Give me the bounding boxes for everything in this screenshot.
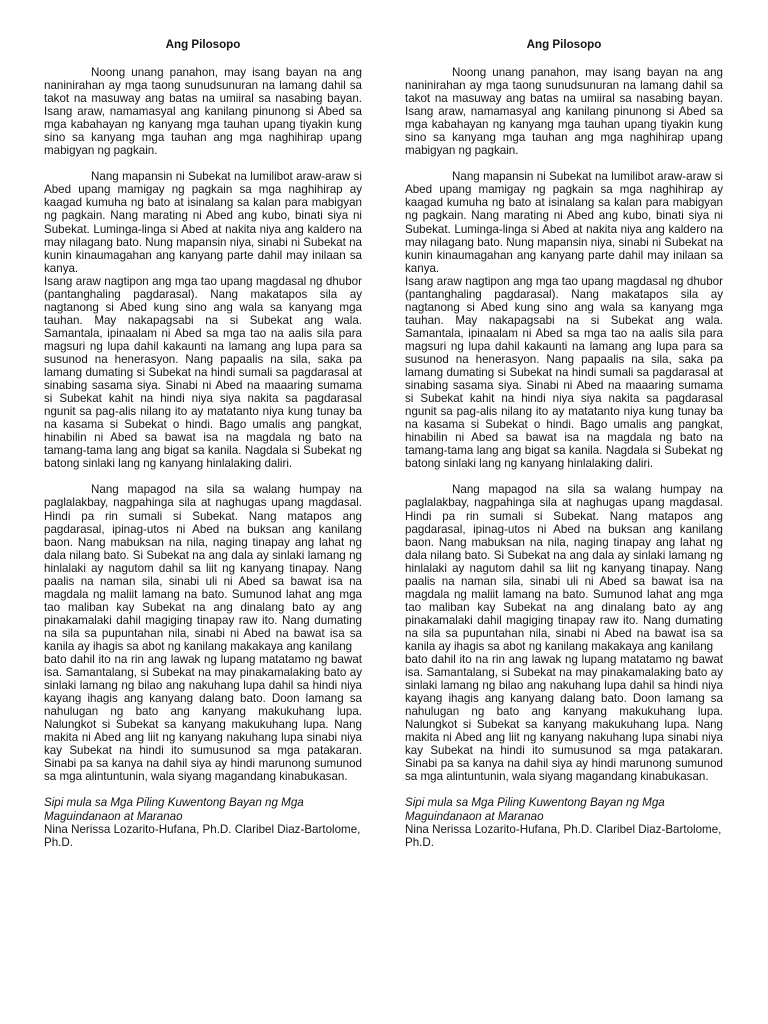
story-title: Ang Pilosopo <box>165 38 241 51</box>
story-paragraph-2: Nang mapansin ni Subekat na lumilibot araw-araw si Abed upang mamigay ng pagkain sa mga naghihirap ay kaagad kumuha ng bato at isinalang sa kalan para mabigyan ng pagkain. Nang marating ni Abed ang kubo, binati siya ni Subekat. Luminga-linga si Abed at nakita niya ang kaldero na may nilagang bato. Nung mapansin niya, sinabi ni Subekat na kunin kinaumagahan ang kanyang parte dahil may inilaan sa kanya. <box>405 170 723 275</box>
source-citation: Sipi mula sa Mga Piling Kuwentong Bayan ng Mga Maguindanaon at Maranao <box>405 796 665 823</box>
story-paragraph-1: Noong unang panahon, may isang bayan na ang naninirahan ay mga taong sunudsunuran na lamang dahil sa takot na masuway ang batas na umiiral sa nasabing bayan. Isang araw, namamasyal ang kanilang pinunong si Abed sa mga kabahayan ng kanyang mga tauhan upang tiyakin kung sino sa kanyang mga tauhan ang mga naghihirap upang mabigyan ng pagkain. <box>44 66 362 158</box>
story-paragraph-4: Nang mapagod na sila sa walang humpay na paglalakbay, nagpahinga sila at naghugas upang magdasal. Hindi pa rin sumali si Subekat. Nang matapos ang pagdarasal, ipinag-utos ni Abed na buksan ang kanilang baon. Nang mabuksan na nila, naging tinapay ang lahat ng dala nilang bato. Si Subekat na ang dala ay sinlaki lamang ng hinlalaki ay nagutom dahil sa liit ng kanyang tinapay. Nang paalis na naman sila, sinabi uli ni Abed sa bawat isa na magdala ng maliit lamang na bato. Sumunod lahat ang mga tao maliban kay Subekat na ang dinalang bato ay ang pinakamalaki dahil magiging tinapay raw ito. Nang dumating na sila sa pupuntahan nila, sinabi ni Abed na bawat isa sa kanila ay ihagis sa abot ng kanilang makakaya ang kanilang <box>405 483 723 653</box>
story-paragraph-1: Noong unang panahon, may isang bayan na ang naninirahan ay mga taong sunudsunuran na lamang dahil sa takot na masuway ang batas na umiiral sa nasabing bayan. Isang araw, namamasyal ang kanilang pinunong si Abed sa mga kabahayan ng kanyang mga tauhan upang tiyakin kung sino sa kanyang mga tauhan ang mga naghihirap upang mabigyan ng pagkain. <box>405 66 723 158</box>
paragraph-spacer <box>44 783 362 796</box>
author-credits: Nina Nerissa Lozarito-Hufana, Ph.D. Claribel Diaz-Bartolome, Ph.D. <box>405 822 722 849</box>
story-column-left <box>44 38 362 849</box>
story-paragraph-3: Isang araw nagtipon ang mga tao upang magdasal ng dhubor (pantanghaling pagdarasal). Nang makatapos sila ay nagtanong si Abed kung sino ang wala sa kanyang mga tauhan. May nakapagsabi na si Subekat ang wala. Samantala, ipinaalam ni Abed sa mga tao na aalis sila para magsuri ng lupa dahil kakaunti na lamang ang lupa para sa susunod na henerasyon. Nang papaalis na sila, saka pa lamang dumating si Subekat na hindi sumali sa pagdarasal at sinabing sasama siya. Sinabi ni Abed na maaaring sumama si Subekat kahit na hindi niya siya nakita sa pagdarasal ngunit sa pag-alis nilang ito ay matatanto niya kung tunay ba na kasama si Subekat o hindi. Bago umalis ang pangkat, hinabilin ni Abed sa bawat isa na magdala ng bato na tamang-tama lang ang bigat sa kanila. Nagdala si Subekat ng batong sinlaki lang ng kanyang hinlalaking daliri. <box>44 274 362 471</box>
author-credits: Nina Nerissa Lozarito-Hufana, Ph.D. Claribel Diaz-Bartolome, Ph.D. <box>44 822 361 849</box>
story-title: Ang Pilosopo <box>526 38 602 51</box>
story-paragraph-5: bato dahil ito na rin ang lawak ng lupang matatamo ng bawat isa. Samantalang, si Subekat na may pinakamalaking bato ay sinlaki lamang ng bilao ang nakuhang lupa dahil sa hindi niya kayang ihagis ang kanyang dalang bato. Doon lamang sa nahulugan ng bato ang kanyang makukuhang lupa. Nalungkot si Subekat sa kanyang makukuhang lupa. Nang makita ni Abed ang liit ng kanyang nakuhang lupa sinabi niya kay Subekat na hindi ito sumusunod sa mga patakaran. Sinabi pa sa kanya na dahil siya ay hindi marunong sumunod sa mga alintuntunin, wala siyang magandang kinabukasan. <box>405 653 723 784</box>
story-paragraph-5: bato dahil ito na rin ang lawak ng lupang matatamo ng bawat isa. Samantalang, si Subekat na may pinakamalaking bato ay sinlaki lamang ng bilao ang nakuhang lupa dahil sa hindi niya kayang ihagis ang kanyang dalang bato. Doon lamang sa nahulugan ng bato ang kanyang makukuhang lupa. Nalungkot si Subekat sa kanyang makukuhang lupa. Nang makita ni Abed ang liit ng kanyang nakuhang lupa sinabi niya kay Subekat na hindi ito sumusunod sa mga patakaran. Sinabi pa sa kanya na dahil siya ay hindi marunong sumunod sa mga alintuntunin, wala siyang magandang kinabukasan. <box>44 653 362 784</box>
story-paragraph-2: Nang mapansin ni Subekat na lumilibot araw-araw si Abed upang mamigay ng pagkain sa mga naghihirap ay kaagad kumuha ng bato at isinalang sa kalan para mabigyan ng pagkain. Nang marating ni Abed ang kubo, binati siya ni Subekat. Luminga-linga si Abed at nakita niya ang kaldero na may nilagang bato. Nung mapansin niya, sinabi ni Subekat na kunin kinaumagahan ang kanyang parte dahil may inilaan sa kanya. <box>44 170 362 275</box>
paragraph-spacer <box>405 157 723 170</box>
story-paragraph-3: Isang araw nagtipon ang mga tao upang magdasal ng dhubor (pantanghaling pagdarasal). Nang makatapos sila ay nagtanong si Abed kung sino ang wala sa kanyang mga tauhan. May nakapagsabi na si Subekat ang wala. Samantala, ipinaalam ni Abed sa mga tao na aalis sila para magsuri ng lupa dahil kakaunti na lamang ang lupa para sa susunod na henerasyon. Nang papaalis na sila, saka pa lamang dumating si Subekat na hindi sumali sa pagdarasal at sinabing sasama siya. Sinabi ni Abed na maaaring sumama si Subekat kahit na hindi niya siya nakita sa pagdarasal ngunit sa pag-alis nilang ito ay matatanto niya kung tunay ba na kasama si Subekat o hindi. Bago umalis ang pangkat, hinabilin ni Abed sa bawat isa na magdala ng bato na tamang-tama lang ang bigat sa kanila. Nagdala si Subekat ng batong sinlaki lang ng kanyang hinlalaking daliri. <box>405 274 723 471</box>
paragraph-spacer <box>405 783 723 796</box>
source-citation: Sipi mula sa Mga Piling Kuwentong Bayan ng Mga Maguindanaon at Maranao <box>44 796 304 823</box>
story-paragraph-4: Nang mapagod na sila sa walang humpay na paglalakbay, nagpahinga sila at naghugas upang magdasal. Hindi pa rin sumali si Subekat. Nang matapos ang pagdarasal, ipinag-utos ni Abed na buksan ang kanilang baon. Nang mabuksan na nila, naging tinapay ang lahat ng dala nilang bato. Si Subekat na ang dala ay sinlaki lamang ng hinlalaki ay nagutom dahil sa liit ng kanyang tinapay. Nang paalis na naman sila, sinabi uli ni Abed sa bawat isa na magdala ng maliit lamang na bato. Sumunod lahat ang mga tao maliban kay Subekat na ang dinalang bato ay ang pinakamalaki dahil magiging tinapay raw ito. Nang dumating na sila sa pupuntahan nila, sinabi ni Abed na bawat isa sa kanila ay ihagis sa abot ng kanilang makakaya ang kanilang <box>44 483 362 653</box>
paragraph-spacer <box>44 157 362 170</box>
paragraph-spacer <box>44 470 362 483</box>
story-column-right <box>405 38 723 849</box>
paragraph-spacer <box>405 470 723 483</box>
